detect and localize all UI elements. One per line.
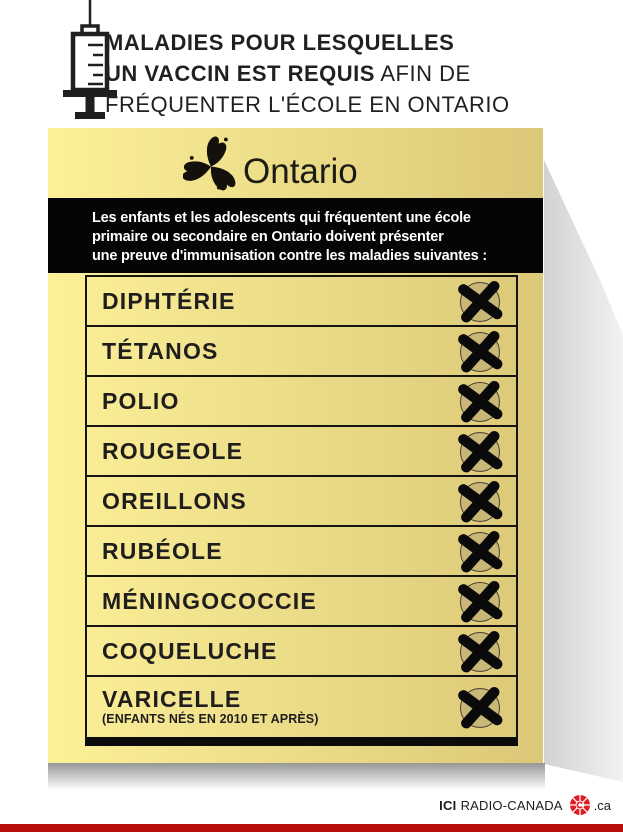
banner-line-1: Les enfants et les adolescents qui fréquentent une école: [92, 210, 471, 226]
page-title: [105, 27, 510, 120]
title-line-2: UN VACCIN EST REQUIS AFIN DE: [105, 61, 471, 86]
disease-table: [85, 275, 518, 746]
brand-radio-canada: RADIO-CANADA: [460, 797, 563, 813]
disease-row: [87, 425, 516, 475]
disease-label: MÉNINGOCOCCIE: [102, 587, 317, 614]
footer-brand: [439, 794, 611, 816]
disease-note: (ENFANTS NÉS EN 2010 ET APRÈS): [102, 712, 319, 727]
check-x-icon: [457, 428, 503, 474]
check-x-icon: [457, 328, 503, 374]
disease-row: [87, 575, 516, 625]
card-drop-shadow: [48, 763, 545, 790]
check-x-icon: [457, 478, 503, 524]
brand-ca: .ca: [593, 797, 611, 813]
disease-row: [87, 277, 516, 325]
check-x-icon: [457, 628, 503, 674]
disease-label: ROUGEOLE: [102, 437, 244, 464]
disease-text: [87, 639, 278, 663]
check-x-icon: [457, 528, 503, 574]
disease-label: RUBÉOLE: [102, 537, 223, 564]
disease-row: [87, 325, 516, 375]
banner-line-3: une preuve d'immunisation contre les maladies suivantes :: [92, 248, 487, 264]
disease-row: [87, 475, 516, 525]
brand-ici: ICI: [439, 797, 457, 813]
disease-text: [87, 489, 247, 513]
disease-text: [87, 289, 235, 313]
title-line-1: MALADIES POUR LESQUELLES: [105, 30, 455, 55]
ontario-logo: [48, 128, 543, 198]
check-x-icon: [457, 278, 503, 324]
disease-text: [87, 539, 223, 563]
disease-row: [87, 525, 516, 575]
disease-row: [87, 675, 516, 737]
check-x-icon: [457, 684, 503, 730]
check-x-icon: [457, 378, 503, 424]
info-card: [48, 128, 543, 763]
disease-label: TÉTANOS: [102, 337, 219, 364]
disease-text: [87, 339, 219, 363]
radio-canada-gem-icon: [569, 794, 591, 816]
disease-text: [87, 589, 317, 613]
disease-text: [87, 439, 243, 463]
disease-row: [87, 375, 516, 425]
bottom-red-bar: [0, 824, 623, 832]
disease-label: OREILLONS: [102, 487, 247, 514]
banner-line-2: primaire ou secondaire en Ontario doivent présenter: [92, 229, 444, 245]
disease-label: VARICELLE: [102, 686, 242, 713]
ontario-wordmark: Ontario: [243, 152, 358, 191]
disease-label: COQUELUCHE: [102, 637, 278, 664]
requirement-banner: [48, 198, 543, 273]
title-line-3: FRÉQUENTER L'ÉCOLE EN ONTARIO: [105, 92, 510, 117]
check-x-icon: [457, 578, 503, 624]
disease-text: [87, 687, 318, 727]
trillium-icon: [183, 133, 239, 195]
disease-text: [87, 389, 180, 413]
disease-label: POLIO: [102, 387, 180, 414]
disease-label: DIPHTÉRIE: [102, 287, 236, 314]
disease-row: [87, 625, 516, 675]
